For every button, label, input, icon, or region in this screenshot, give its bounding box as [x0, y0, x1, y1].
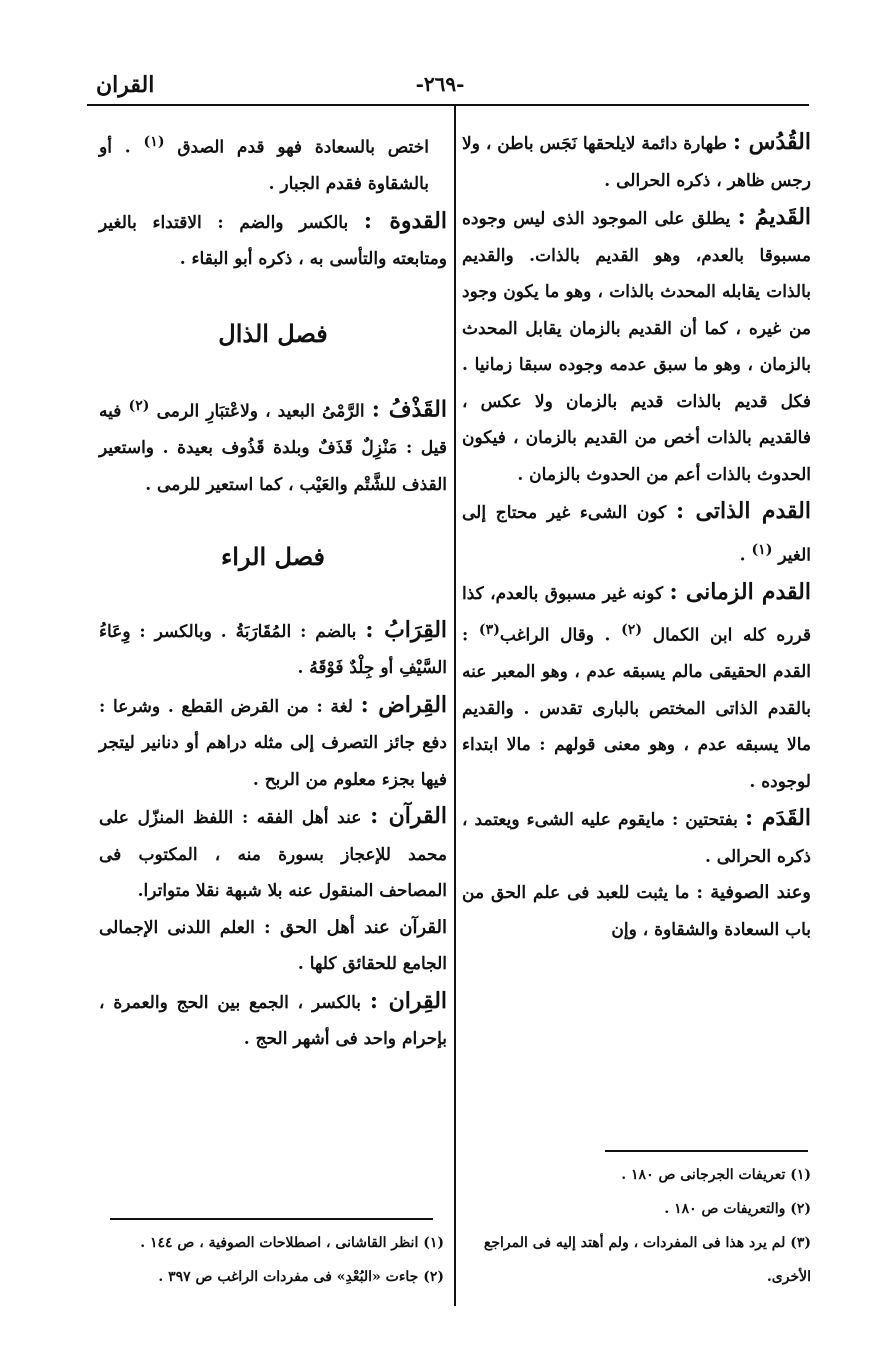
entry-qadam-sufi [462, 875, 811, 948]
entry-quran-haqq [99, 910, 447, 983]
section-heading-dhal: فصل الذال [218, 318, 328, 348]
footnote: (٢) والتعريفات ص ١٨٠ . [664, 1201, 811, 1217]
definition: الرَّمْىُ البعيد ، ولاعْتبَارِ الرمى [156, 401, 365, 422]
right-column [462, 124, 811, 948]
headword: القرآن : [370, 803, 447, 830]
entry-qidam-zamani [462, 574, 811, 801]
punctuation: . [739, 545, 746, 566]
entry-qidam-dhati [462, 493, 811, 574]
definition: بفتحتين : مايقوم عليه الشىء ويعتمد ، ذكره الحرالى . [462, 810, 811, 867]
running-title: القران [96, 72, 155, 98]
footnote-ref: (٢) [128, 398, 150, 415]
footnote: (٢) جاءت «البُعْدِ» فى مفردات الراغب ص ٣٩٧ . [158, 1269, 444, 1285]
headword: القدوة : [363, 207, 447, 234]
entry-qudus [462, 124, 811, 199]
headword: القُدُس : [732, 129, 811, 155]
headword: القدم الذاتى : [675, 498, 811, 524]
definition: بالكسر ، الجمع بين الحج والعمرة ، بإحرام واحد فى أشهر الحج . [99, 992, 447, 1050]
definition: عند أهل الفقه : اللفظ المنزّل على محمد للإعجاز بسورة منه ، المكتوب فى المصاحف المنقول عنه بلا شبهة نقلا متواترا. [99, 808, 447, 902]
footnote-ref: (٢) [621, 622, 643, 639]
footnote: (٣) لم يرد هذا فى المفردات ، ولم أهتد إليه فى المراجع الأخرى. [483, 1235, 811, 1285]
entry-qadam [462, 800, 811, 875]
definition: بالكسر والضم : الاقتداء بالغير ومتابعته والتأسى به ، ذكره أبو البقاء . [99, 212, 447, 270]
headword: القَدَم : [744, 805, 811, 832]
footnote-rule [110, 1218, 433, 1220]
footnote: (١) انظر القاشانى ، اصطلاحات الصوفية ، ص ١٤٤ . [140, 1235, 444, 1251]
definition: . وقال الراغب [499, 625, 611, 646]
headword: القِران : [369, 987, 448, 1014]
spacer [99, 278, 447, 316]
page-number: -٢٦٩- [415, 72, 465, 96]
headword: القَذْفُ : [371, 396, 447, 423]
header-rule [87, 104, 809, 106]
entry-quran-fiqh [99, 798, 447, 910]
entry-qiran [99, 983, 447, 1058]
headword: القَديمُ : [737, 204, 812, 230]
entry-qadim [462, 199, 811, 493]
entry-qadhf [99, 388, 447, 503]
spacer [99, 576, 447, 612]
section-heading-ra: فصل الراء [221, 542, 325, 572]
definition: فيه قيل : مَنْزِلٌ قَذَفٌ وبلدة قَذُوف بعيدة . واستعير القذف للشَّتْم والعَيْب ، كما استعير للرمى . [99, 401, 447, 495]
continuation-text [99, 124, 447, 203]
entry-qirad [99, 687, 447, 799]
column-divider [454, 106, 456, 1306]
headword: القِرَابُ : [365, 616, 448, 643]
headword: القرآن عند أهل الحق : [263, 916, 447, 938]
footnote-rule [605, 1150, 808, 1152]
definition: يطلق على الموجود الذى ليس وجوده مسبوقا بالعدم، وهو القديم بالذات. والقديم بالذات يقابله المحدث بالذات ، وهو ما يكون وجود من غيره ، كما أن القديم بالزمان يقابل المحدث بالزمان ، وهو ما سبق عدمه وجوده سبقا زمانيا . فكل قديم بالذات قديم بالزمان ولا عكس ، فالقديم بالذات أخص من القديم بالزمان ، فيكون الحدوث بالذات أعم من الحدوث بالزمان . [462, 209, 811, 485]
spacer [99, 352, 447, 388]
definition: العلم اللدنى الإجمالى الجامع للحقائق كلها . [99, 917, 447, 975]
definition: ما يثبت للعبد فى علم الحق من باب السعادة والشقاوة ، وإن [462, 883, 811, 940]
entry-qirab [99, 612, 447, 687]
definition: طهارة دائمة لايلحقها نَجَس باطن ، ولا رجس ظاهر ، ذكره الحرالى . [462, 134, 811, 191]
headword: القِراض : [360, 691, 448, 718]
footnote: (١) تعريفات الجرجانى ص ١٨٠ . [621, 1167, 811, 1183]
definition: بالضم : المُقَارَبَةُ . وبالكسر : وِعَاءُ السَّيْفِ أو جِلْدٌ فَوْقَهُ . [99, 621, 447, 679]
footnote-ref: (١) [143, 134, 165, 150]
headword: القدم الزمانى : [669, 578, 811, 605]
footnotes-right [462, 1158, 811, 1294]
footnote-ref: (١) [751, 541, 773, 558]
definition: اختص بالسعادة فهو قدم الصدق [177, 137, 429, 158]
definition: : القدم الحقيقى مالم يسبقه عدم ، وهو المعبر عنه بالقدم الذاتى المختص بالبارى تقدس . والقديم مالا يسبقه عدم ، وهو معنى قولهم : مالا ابتداء لوجوده . [462, 625, 811, 792]
headword: وعند الصوفية : [696, 882, 812, 904]
left-column [99, 124, 447, 1058]
definition: كونه غير مسبوق بالعدم، كذا قرره كله ابن الكمال [462, 583, 812, 646]
definition: لغة : من القرض القطع . وشرعا : دفع جائز التصرف إلى مثله دراهم أو دنانير ليتجر فيها بجزء معلوم من الربح . [99, 696, 447, 790]
definition: . أو بالشقاوة فقدم الجبار . [99, 137, 429, 195]
entry-qudwa [99, 203, 447, 278]
definition: كون الشىء غير محتاج إلى الغير [462, 503, 811, 566]
footnote-ref: (٣) [478, 622, 500, 639]
footnotes-left [99, 1226, 444, 1294]
spacer [99, 503, 447, 539]
